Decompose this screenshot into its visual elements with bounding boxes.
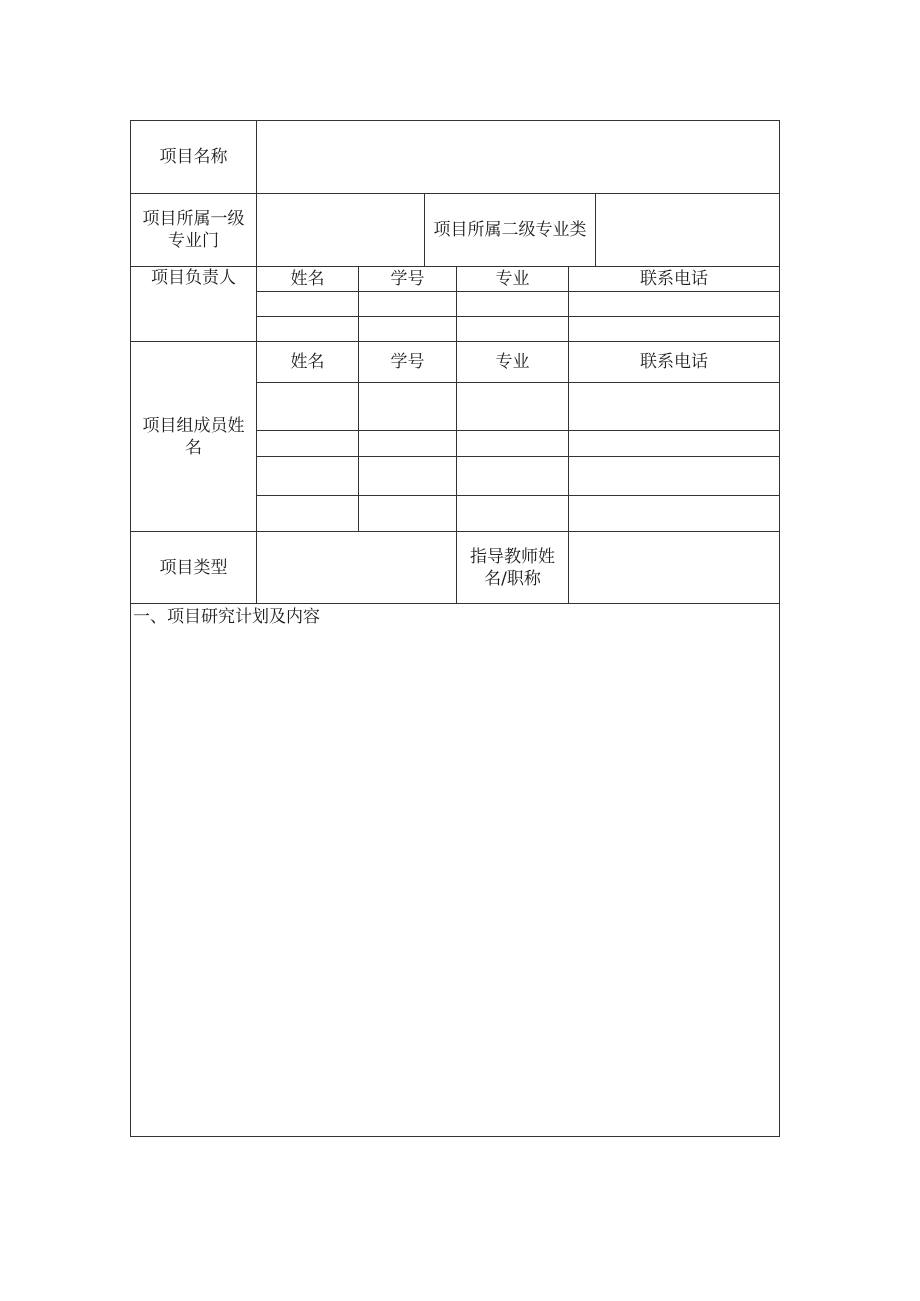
leader-phone-field[interactable] [569,292,780,317]
project-name-row [131,121,780,194]
leader-student-id-field[interactable] [359,317,457,342]
member-phone-field[interactable] [569,383,780,431]
leader-phone-field[interactable] [569,317,780,342]
leader-name-field[interactable] [257,317,359,342]
project-type-label: 项目类型 [131,532,257,604]
primary-major-field[interactable] [257,194,425,267]
research-plan-row [131,604,780,1137]
research-plan-section[interactable] [131,604,780,1137]
member-major-field[interactable] [457,431,569,457]
member-student-id-field[interactable] [359,496,457,532]
member-phone-field[interactable] [569,496,780,532]
member-major-field[interactable] [457,457,569,496]
leader-major-field[interactable] [457,317,569,342]
member-name-field[interactable] [257,496,359,532]
member-student-id-field[interactable] [359,431,457,457]
project-name-field[interactable] [257,121,780,194]
member-phone-field[interactable] [569,457,780,496]
members-header-row [131,342,780,383]
members-col-student-id: 学号 [359,342,457,383]
member-student-id-field[interactable] [359,457,457,496]
research-plan-title: 一、项目研究计划及内容 [133,607,320,627]
members-col-phone: 联系电话 [569,342,780,383]
leader-label: 项目负责人 [131,267,257,342]
member-phone-field[interactable] [569,431,780,457]
member-student-id-field[interactable] [359,383,457,431]
major-row [131,194,780,267]
leader-header-row [131,267,780,292]
application-form-table [130,120,780,1137]
leader-major-field[interactable] [457,292,569,317]
leader-name-field[interactable] [257,292,359,317]
leader-col-student-id: 学号 [359,267,457,292]
members-label: 项目组成员姓名 [131,342,257,532]
members-col-name: 姓名 [257,342,359,383]
leader-col-name: 姓名 [257,267,359,292]
secondary-major-label: 项目所属二级专业类 [425,194,596,267]
project-type-row [131,532,780,604]
leader-student-id-field[interactable] [359,292,457,317]
member-name-field[interactable] [257,431,359,457]
secondary-major-field[interactable] [596,194,780,267]
primary-major-label: 项目所属一级专业门 [131,194,257,267]
leader-col-phone: 联系电话 [569,267,780,292]
advisor-label: 指导教师姓名/职称 [457,532,569,604]
member-name-field[interactable] [257,383,359,431]
members-col-major: 专业 [457,342,569,383]
member-major-field[interactable] [457,383,569,431]
advisor-field[interactable] [569,532,780,604]
leader-col-major: 专业 [457,267,569,292]
member-major-field[interactable] [457,496,569,532]
member-name-field[interactable] [257,457,359,496]
project-name-label: 项目名称 [131,121,257,194]
project-type-field[interactable] [257,532,457,604]
